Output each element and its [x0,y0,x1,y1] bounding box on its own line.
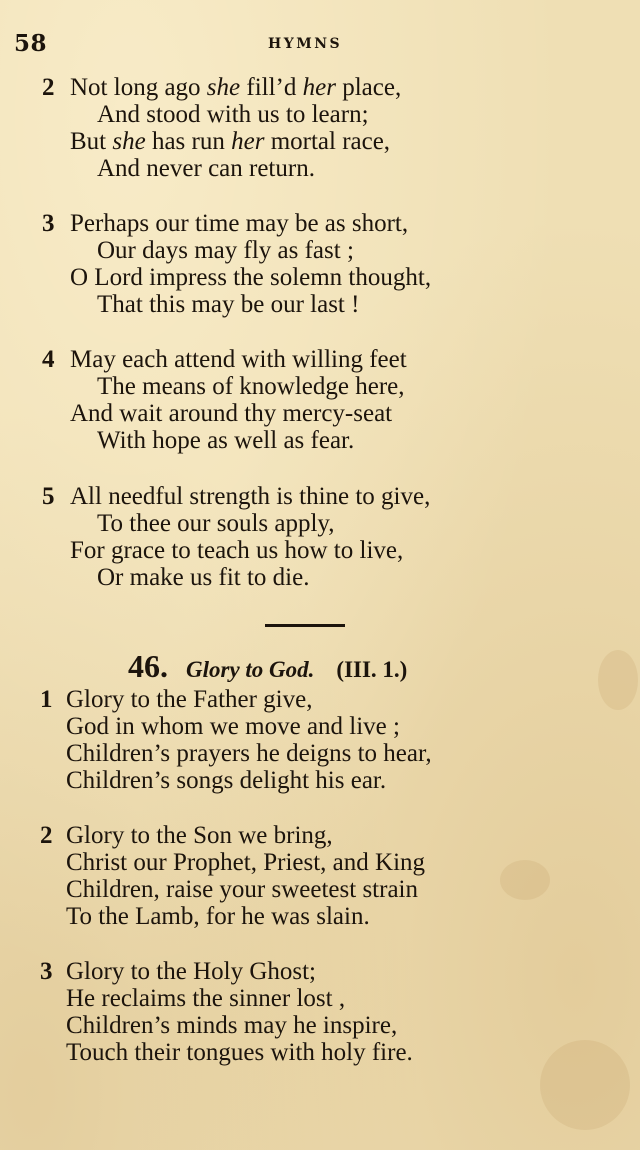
hymn-number: 46. [128,648,168,684]
verse-line: And stood with us to learn; [97,101,369,128]
paper-stain [598,650,638,710]
verse-line: For grace to teach us how to live, [70,537,404,564]
verse-line: May each attend with willing feet [70,346,407,373]
verse-line: God in whom we move and live ; [66,713,400,740]
page-number: 58 [14,30,48,57]
section-divider [265,624,345,627]
verse-number: 3 [40,958,53,985]
verse-line: Children, raise your sweetest strain [66,876,418,903]
verse-line: And wait around thy mercy-seat [70,400,393,427]
verse-line: O Lord impress the solemn thought, [70,264,432,291]
verse-number: 5 [42,483,55,510]
verse-line: That this may be our last ! [97,291,360,318]
verse-line: Not long ago she fill’d her place, [70,74,402,101]
verse-number: 1 [40,686,53,713]
paper-stain [500,860,550,900]
verse-line: To the Lamb, for he was slain. [66,903,370,930]
verse-line: The means of knowledge here, [97,373,405,400]
hymn-meter: (III. 1.) [336,657,408,682]
page-header [0,30,640,60]
verse-line: He reclaims the sinner lost , [66,985,346,1012]
verse-line: Children’s prayers he deigns to hear, [66,740,432,767]
verse-number: 2 [40,822,53,849]
hymn-heading [128,648,407,685]
verse-line: Our days may fly as fast ; [97,237,354,264]
hymn-title: Glory to God. [186,657,315,682]
verse-number: 4 [42,346,55,373]
verse-line: Children’s minds may he inspire, [66,1012,398,1039]
verse-line: Or make us fit to die. [97,564,310,591]
verse-line: But she has run her mortal race, [70,128,391,155]
verse-line: Touch their tongues with holy fire. [66,1039,413,1066]
verse-line: With hope as well as fear. [97,427,355,454]
verse-line: To thee our souls apply, [97,510,335,537]
verse-number: 2 [42,74,55,101]
verse-line: Christ our Prophet, Priest, and King [66,849,426,876]
verse-line: Perhaps our time may be as short, [70,210,409,237]
verse-line: Glory to the Son we bring, [66,822,333,849]
verse-line: Glory to the Holy Ghost; [66,958,316,985]
verse-line: Children’s songs delight his ear. [66,767,387,794]
verse-number: 3 [42,210,55,237]
verse-line: Glory to the Father give, [66,686,313,713]
paper-stain [540,1040,630,1130]
verse-line: And never can return. [97,155,315,182]
running-head: HYMNS [268,36,343,52]
verse-line: All needful strength is thine to give, [70,483,431,510]
